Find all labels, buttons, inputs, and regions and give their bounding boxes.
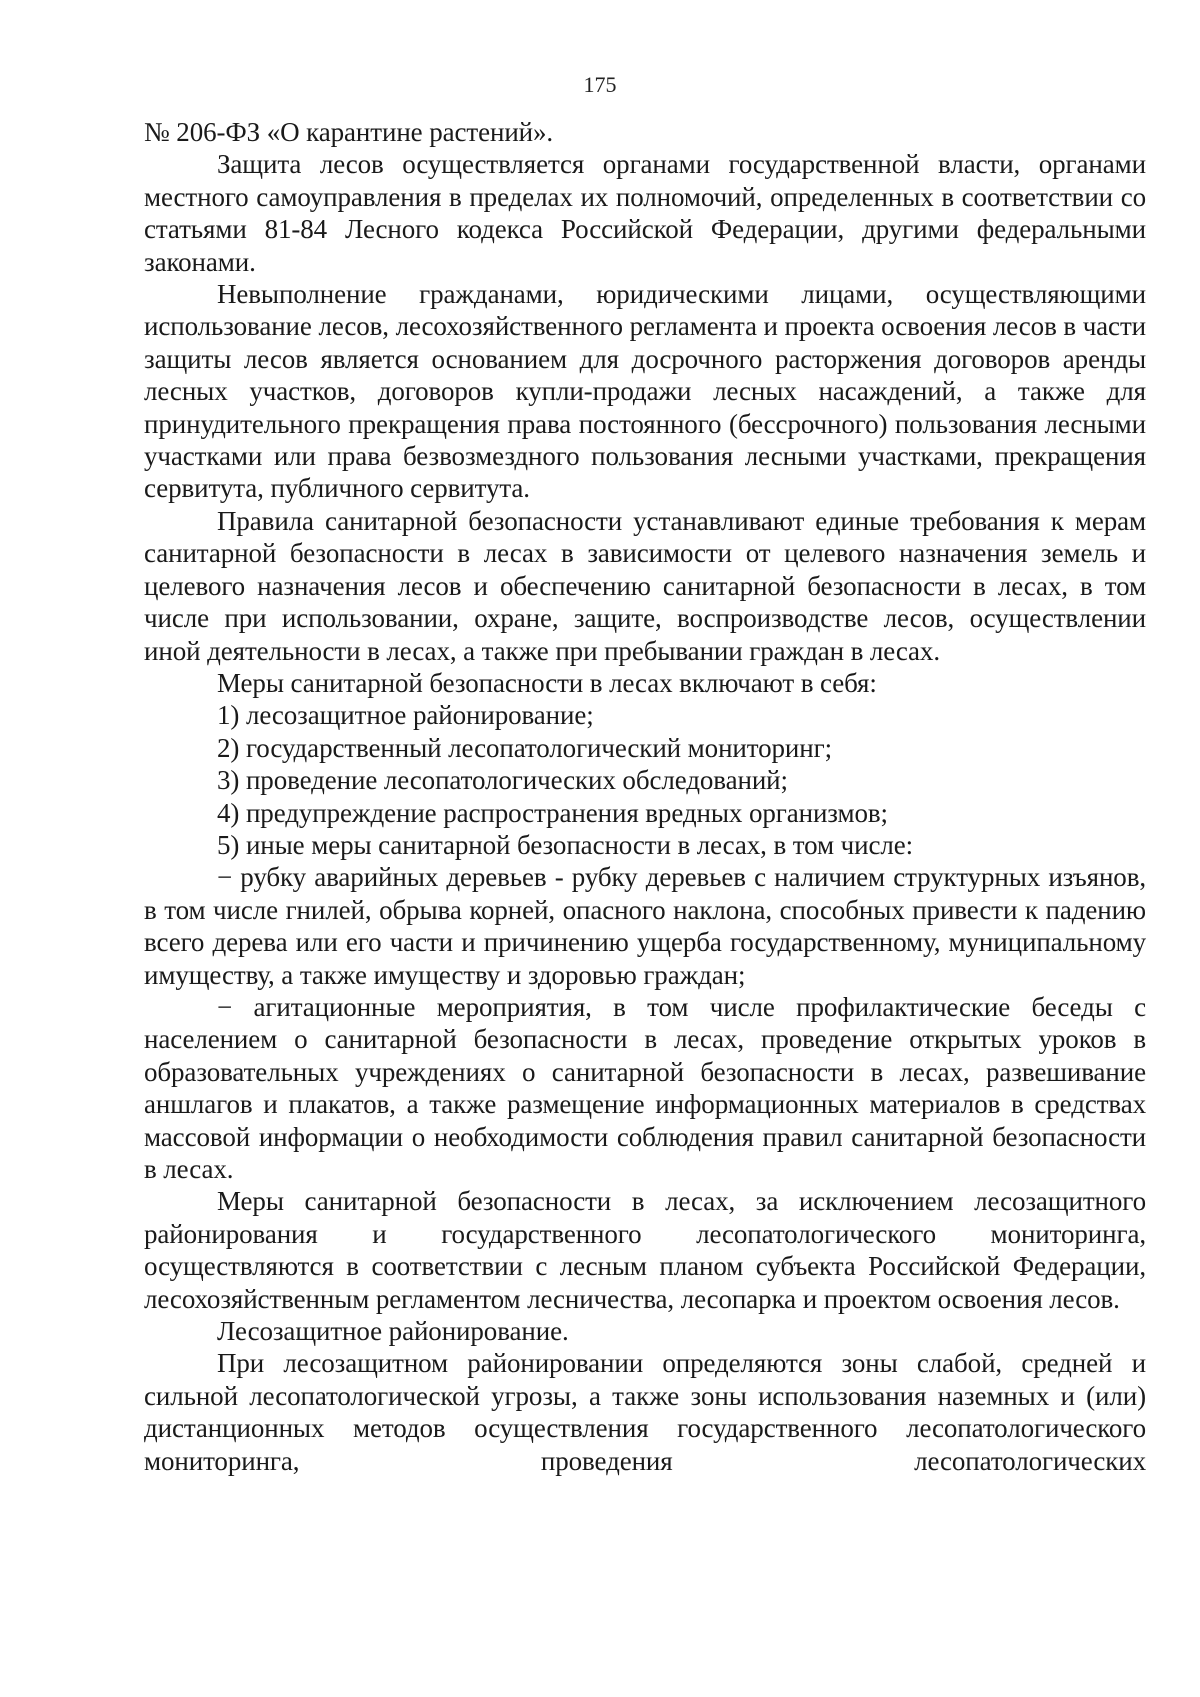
- paragraph: Лесозащитное районирование.: [217, 1316, 569, 1347]
- paragraph: Меры санитарной безопасности в лесах включают в себя:: [217, 667, 877, 698]
- paragraph: Правила санитарной безопасности устанавливают единые требования к мерам санитарной безопасности в лесах в зависимости от целевого назначения земель и целевого назначения лесов и обеспечению санитарной безопасности в лесах, в том числе при использовании, охране, защите, воспроизводстве лесов, осуществлении иной деятельности в лесах, а также при пребывании граждан в лесах.: [144, 505, 1146, 666]
- paragraph: 1) лесозащитное районирование;: [217, 700, 594, 731]
- paragraph: 4) предупреждение распространения вредных организмов;: [217, 797, 888, 828]
- paragraph: № 206-ФЗ «О карантине растений».: [144, 117, 554, 147]
- paragraph: Меры санитарной безопасности в лесах, за исключением лесозащитного районирования и государственного лесопатологического мониторинга, осуществляются в соответствии с лесным планом субъекта Российской Федерации, лесохозяйственным регламентом лесничества, лесопарка и проектом освоения лесов.: [144, 1186, 1146, 1314]
- paragraph: 2) государственный лесопатологический мониторинг;: [217, 732, 832, 763]
- page-number: 175: [583, 72, 617, 97]
- paragraph: Защита лесов осуществляется органами государственной власти, органами местного самоуправления в пределах их полномочий, определенных в соответствии со статьями 81-84 Лесного кодекса Российской Федерации, другими федеральными законами.: [144, 149, 1146, 277]
- paragraph: − агитационные мероприятия, в том числе профилактические беседы с населением о санитарной безопасности в лесах, проведение открытых уроков в образовательных учреждениях о санитарной безопасности в лесах, развешивание аншлагов и плакатов, а также размещение информационных материалов в средствах массовой информации о необходимости соблюдения правил санитарной безопасности в лесах.: [144, 991, 1146, 1184]
- document-body: [144, 116, 1146, 1477]
- paragraph: 5) иные меры санитарной безопасности в лесах, в том числе:: [217, 829, 914, 860]
- paragraph: 3) проведение лесопатологических обследований;: [217, 765, 788, 796]
- paragraph: При лесозащитном районировании определяются зоны слабой, средней и сильной лесопатологической угрозы, а также зоны использования наземных и (или) дистанционных методов осуществления государственного лесопатологического мониторинга, проведения лесопатологических: [144, 1348, 1146, 1476]
- paragraph: Невыполнение гражданами, юридическими лицами, осуществляющими использование лесов, лесохозяйственного регламента и проекта освоения лесов в части защиты лесов является основанием для досрочного расторжения договоров аренды лесных участков, договоров купли-продажи лесных насаждений, а также для принудительного прекращения права постоянного (бессрочного) пользования лесными участками или права безвозмездного пользования лесными участками, прекращения сервитута, публичного сервитута.: [144, 279, 1146, 504]
- paragraph: − рубку аварийных деревьев - рубку деревьев с наличием структурных изъянов, в том числе гнилей, обрыва корней, опасного наклона, способных привести к падению всего дерева или его части и причинению ущерба государственному, муниципальному имуществу, а также имуществу и здоровью граждан;: [144, 862, 1146, 990]
